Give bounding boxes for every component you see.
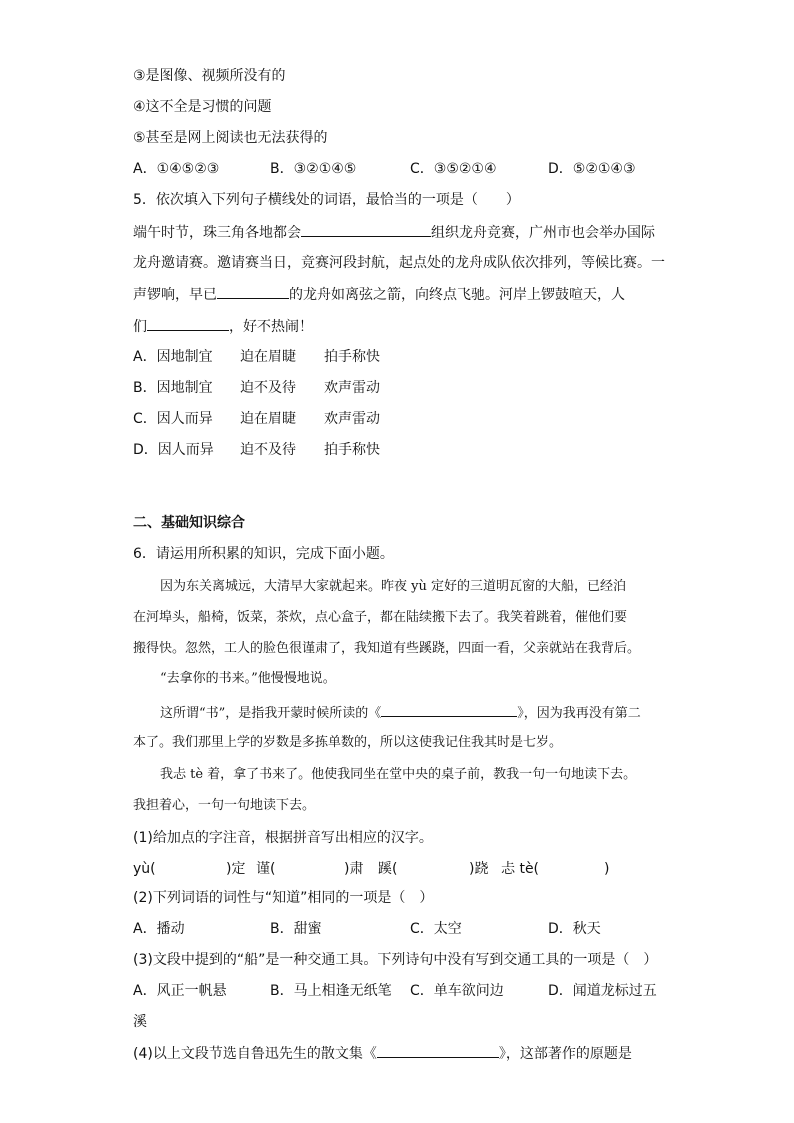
q5-text: 们 xyxy=(133,319,147,335)
sub3-stem: (3)文段中提到的“船”是一种交通工具。下列诗句中没有写到交通工具的一项是（ ） xyxy=(133,952,658,968)
q5-stem: 5．依次填入下列句子横线处的词语，最恰当的一项是（ ） xyxy=(133,192,520,208)
q5-option-d-3: 拍手称快 xyxy=(324,442,380,458)
q5-option-d-2: 迫不及待 xyxy=(240,442,296,458)
sub2-option-a: A．播动 xyxy=(133,921,185,937)
q5-text: ，好不热闹！ xyxy=(229,319,313,335)
q4-option-c: C．③⑤②①④ xyxy=(410,161,497,177)
q5-option-c-2: 迫在眉睫 xyxy=(240,411,296,427)
q5-option-c-1: C．因人而异 xyxy=(133,411,213,427)
sub3-option-c: C．单车欲问边 xyxy=(410,983,504,999)
passage-line-4: “去拿你的书来。”他慢慢地说。 xyxy=(160,671,336,686)
sub3-option-d: D．闻道龙标过五 xyxy=(548,983,657,999)
sub2-option-c: C．太空 xyxy=(410,921,462,937)
q5-option-b-1: B．因地制宜 xyxy=(133,380,213,396)
q5-passage-line-1 xyxy=(133,222,655,243)
pinyin-yu-label: yù( xyxy=(133,861,156,877)
q5-option-a-2: 迫在眉睫 xyxy=(240,349,296,365)
sub2-option-b: B．甜蜜 xyxy=(270,921,322,937)
q5-text: 声锣响，早已 xyxy=(133,287,217,303)
q5-passage-line-3 xyxy=(133,284,625,305)
q5-text: 端午时节，珠三角各地都会 xyxy=(133,225,301,241)
q5-option-b-2: 迫不及待 xyxy=(240,380,296,396)
q5-text: 组织龙舟竞赛，广州市也会举办国际 xyxy=(431,225,655,241)
passage-line-1: 因为东关离城远，大清早大家就起来。昨夜 yù 定好的三道明瓦窗的大船，已经泊 xyxy=(160,579,626,594)
list-item-4: ④这不全是习惯的问题 xyxy=(133,99,272,115)
q5-text: 的龙舟如离弦之箭，向终点飞驰。河岸上锣鼓喧天，人 xyxy=(289,287,625,303)
passage-text: 这所谓“书”，是指我开蒙时候所读的《 xyxy=(160,706,382,721)
list-item-3: ③是图像、视频所没有的 xyxy=(133,68,286,84)
list-item-5: ⑤甚至是网上阅读也无法获得的 xyxy=(133,130,328,146)
q5-option-a-3: 拍手称快 xyxy=(324,349,380,365)
sub4-text: 》，这部著作的原题是 xyxy=(498,1046,632,1062)
passage-line-3: 搬得快。忽然，工人的脸色很谨肃了，我知道有些蹊跷，四面一看，父亲就站在我背后。 xyxy=(133,641,641,656)
char-jin: 谨( xyxy=(256,861,276,877)
answer-blank[interactable] xyxy=(301,222,431,237)
answer-blank[interactable] xyxy=(381,702,517,717)
q6-stem: 6．请运用所积累的知识，完成下面小题。 xyxy=(133,546,394,562)
passage-text: 》，因为我再没有第二 xyxy=(517,706,641,721)
q5-passage-line-4 xyxy=(133,316,313,337)
passage-line-7: 我忐 tè 着，拿了书来了。他使我同坐在堂中央的桌子前，教我一句一句地读下去。 xyxy=(160,767,637,782)
char-su: )肃 xyxy=(344,861,364,877)
passage-line-5 xyxy=(160,702,641,724)
sub3-option-b: B．马上相逢无纸笔 xyxy=(270,983,392,999)
q5-option-b-3: 欢声雷动 xyxy=(324,380,380,396)
sub2-stem: (2)下列词语的词性与“知道”相同的一项是（ ） xyxy=(133,890,434,906)
sub4-stem xyxy=(133,1043,632,1064)
char-qi: 蹊( xyxy=(378,861,398,877)
answer-blank[interactable] xyxy=(147,316,229,331)
section-title: 二、基础知识综合 xyxy=(133,515,245,531)
sub3-option-d-continued: 溪 xyxy=(133,1014,147,1030)
q4-option-a: A．①④⑤②③ xyxy=(133,161,220,177)
q5-option-a-1: A．因地制宜 xyxy=(133,349,213,365)
sub3-option-a: A．风正一帆悬 xyxy=(133,983,227,999)
q5-passage-line-2: 龙舟邀请赛。邀请赛当日，竞赛河段封航，起点处的龙舟成队依次排列，等候比赛。一 xyxy=(133,255,665,271)
q4-option-d: D．⑤②①④③ xyxy=(548,161,636,177)
q4-option-b: B．③②①④⑤ xyxy=(270,161,357,177)
sub4-text: (4)以上文段节选自鲁迅先生的散文集《 xyxy=(133,1046,377,1062)
q5-option-c-3: 欢声雷动 xyxy=(324,411,380,427)
q5-option-d-1: D．因人而异 xyxy=(133,442,214,458)
answer-blank[interactable] xyxy=(377,1043,499,1058)
close-paren: ) xyxy=(604,861,610,877)
passage-line-6: 本了。我们那里上学的岁数是多拣单数的，所以这使我记住我其时是七岁。 xyxy=(133,735,563,750)
passage-line-2: 在河埠头，船椅，饭菜，茶炊，点心盒子，都在陆续搬下去了。我笑着跳着，催他们要 xyxy=(133,610,628,625)
passage-line-8: 我担着心，一句一句地读下去。 xyxy=(133,798,316,813)
pinyin-te-label: 忐 tè( xyxy=(501,861,540,877)
answer-blank[interactable] xyxy=(217,284,289,299)
sub2-option-d: D．秋天 xyxy=(548,921,601,937)
sub1-stem: (1)给加点的字注音，根据拼音写出相应的汉字。 xyxy=(133,830,433,846)
char-ding: )定 xyxy=(226,861,246,877)
char-qiao: )跷 xyxy=(469,861,489,877)
